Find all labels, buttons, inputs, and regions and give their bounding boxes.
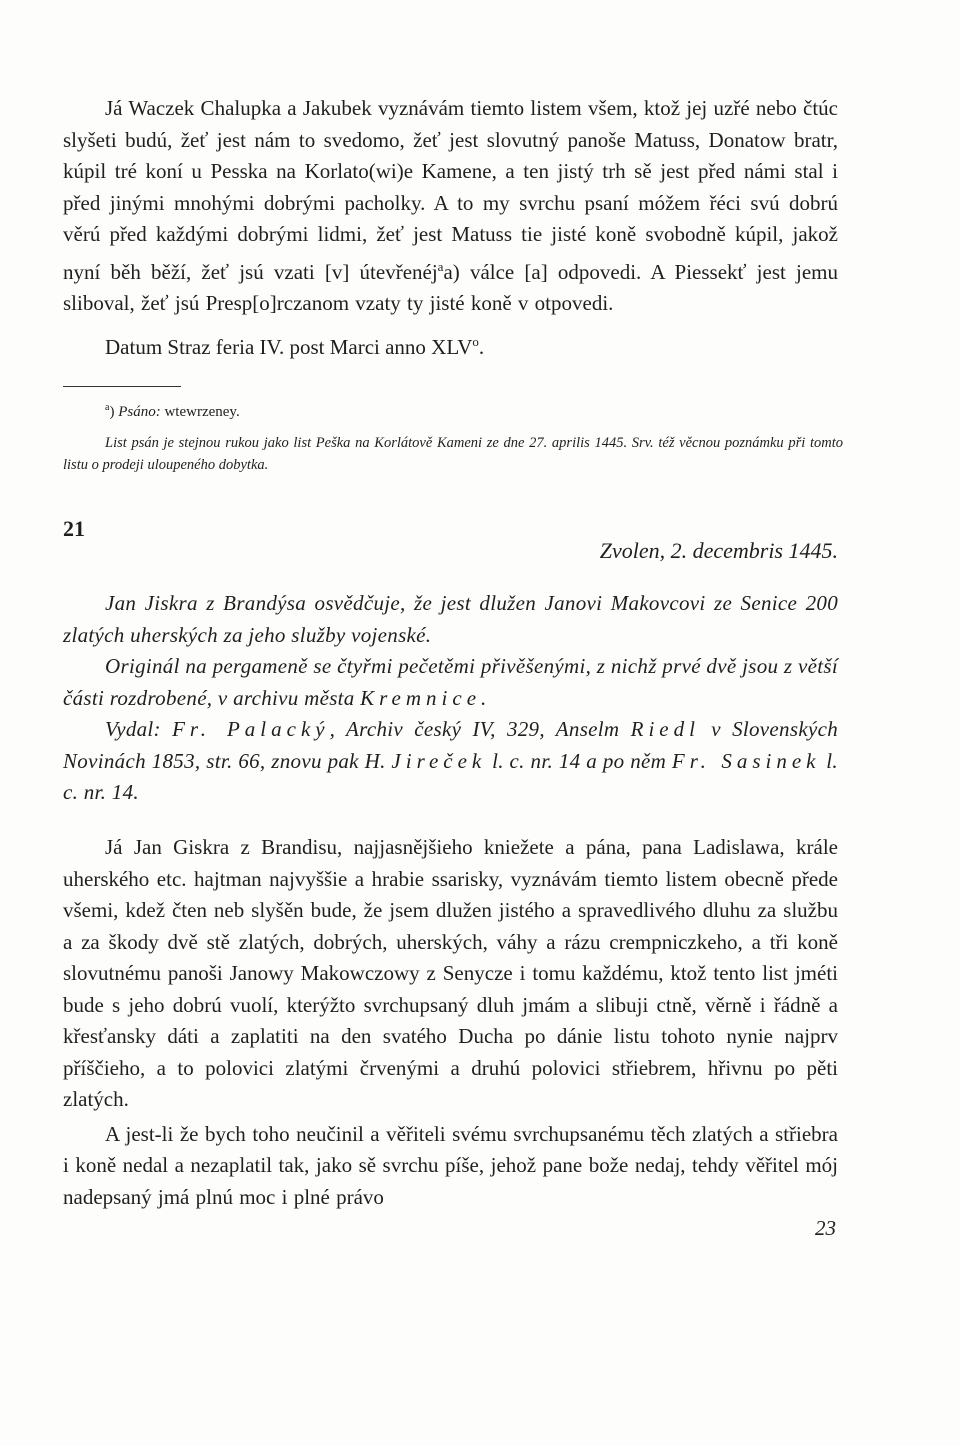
place-date: Zvolen, 2. decembris 1445.: [599, 538, 838, 563]
vydal-text-1: , Archiv český IV, 329, Anselm: [329, 717, 631, 741]
editorial-note: List psán je stejnou rukou jako list Peška na Korlátově Kameni ze dne 27. aprilis 1445. Srv. též věcnou poznámku při tomto listu o prodeji uloupeného dobytka.: [63, 435, 843, 473]
vydal-label: Vydal:: [105, 717, 173, 741]
vydal-name-jirecek: Jireček: [391, 748, 487, 773]
regest-summary: Jan Jiskra z Brandýsa osvědčuje, že jest dlužen Janovi Makovcovi ze Senice 200 zlatých uherských za jeho služby vojenské.: [63, 591, 838, 647]
letter-paragraph-part1: Já Waczek Chalupka a Jakubek vyznávám tiemto listem všem, ktož jej uzřé nebo čtúc slyšeti budú, žeť jest nám to svedomo, žeť jest slovutný panoše Matuss, Donatow bratr, kúpil tré koní u Pesska na Korlato(wi)e Kamene, a ten jistý trh sě jest před námi stal i před jinými mnohými dobrými pacholky. A to my svrchu psaní móžem řéci svú dobrú věrú před každými dobrými lidmi, žeť jest Matuss tie jisté koně svobodně kúpil, jakož nyní běh běží, žeť jsú vzati [v] útevřenéj: [63, 96, 838, 284]
document-number: 21: [63, 516, 85, 541]
vydal-text-2: v Slovenských Novinách 1853, str. 66, znovu pak H.: [63, 717, 838, 773]
regest: [63, 588, 838, 809]
footnote-marker: a: [105, 402, 110, 413]
letter-text-bottom: [63, 832, 838, 1213]
vydal-name-riedl: Riedl: [630, 717, 700, 741]
letter-paragraph-part2: a) válce [a] odpovedi. A Piessekť jest jemu sliboval, žeť jsú Presp[o]rczanom vzaty ty jisté koně v otpovedi.: [63, 259, 838, 315]
footnote: $^a$) Psáno: wtewrzeney.: [105, 402, 240, 420]
letter-text-top: [63, 93, 838, 363]
datum-superscript: o: [472, 333, 479, 349]
vydal-name-sasinek: Fr. Sasinek: [671, 748, 821, 773]
footnote-rule: [63, 386, 181, 387]
vydal-text-4: l. c. nr. 14.: [63, 748, 838, 804]
datum-line: [63, 326, 838, 363]
vydal-name-palacky: Fr. Palacký: [172, 717, 330, 741]
footnote-label: Psáno:: [118, 404, 161, 420]
vydal-text-3: l. c. nr. 14 a po něm: [486, 748, 672, 773]
datum-end: .: [478, 334, 485, 359]
regest-original-text: Originál na pergameně se čtyřmi pečetěmi přivěšenými, z nichž prvé dvě jsou z větší části rozdrobené, v archivu města: [63, 654, 838, 710]
letter-paragraph: A jest-li že bych toho neučinil a věřiteli svému svrchupsanému těch zlatých a střiebra i koně nedal a nezaplatil tak, jako sě svrchu píše, jehož pane bože nedaj, tehdy věřitel mój nadepsaný jmá plnú moc i plné právo: [63, 1121, 838, 1209]
letter-paragraph: [63, 93, 838, 320]
page-number: 23: [815, 1216, 836, 1240]
letter-paragraph: Já Jan Giskra z Brandisu, najjasnějšieho kniežete a pána, pana Ladislawa, krále uherského etc. hajtman najvyššie a hrabie ssarisky, vyznávám tiemto listem obecně přede všemi, kdež čten neb slyšěn bude, že jsem dlužen jistého a spravedlivého dluhu za službu a za škody dvě stě zlatých, dobrých, uherských, váhy a rázu crempniczkeho, a tři koně slovutnému panoši Janowy Makowczowy z Senycze i tomu každému, ktož tento list jméti bude s jeho dobrú vuolí, kterýžto svrchupsaný dluh jmám a slibuji ctně, věrně i řádně a křesťansky dáti a zaplatiti na den svatého Ducha po dánie listu tohoto nynie najprv příščieho, a to polovici zlatými črvenými a druhú polovici střiebrem, hřivnu po pěti zlatých.: [63, 835, 838, 1111]
regest-vydal: [63, 714, 838, 809]
footnote-ref: a: [437, 258, 444, 274]
regest-original-city: Kremnice: [360, 685, 482, 710]
datum-text: Datum Straz feria IV. post Marci anno XLV: [105, 334, 473, 359]
regest-original: [63, 651, 838, 714]
footnote-text: wtewrzeney.: [164, 404, 240, 420]
regest-original-end: .: [481, 685, 487, 710]
